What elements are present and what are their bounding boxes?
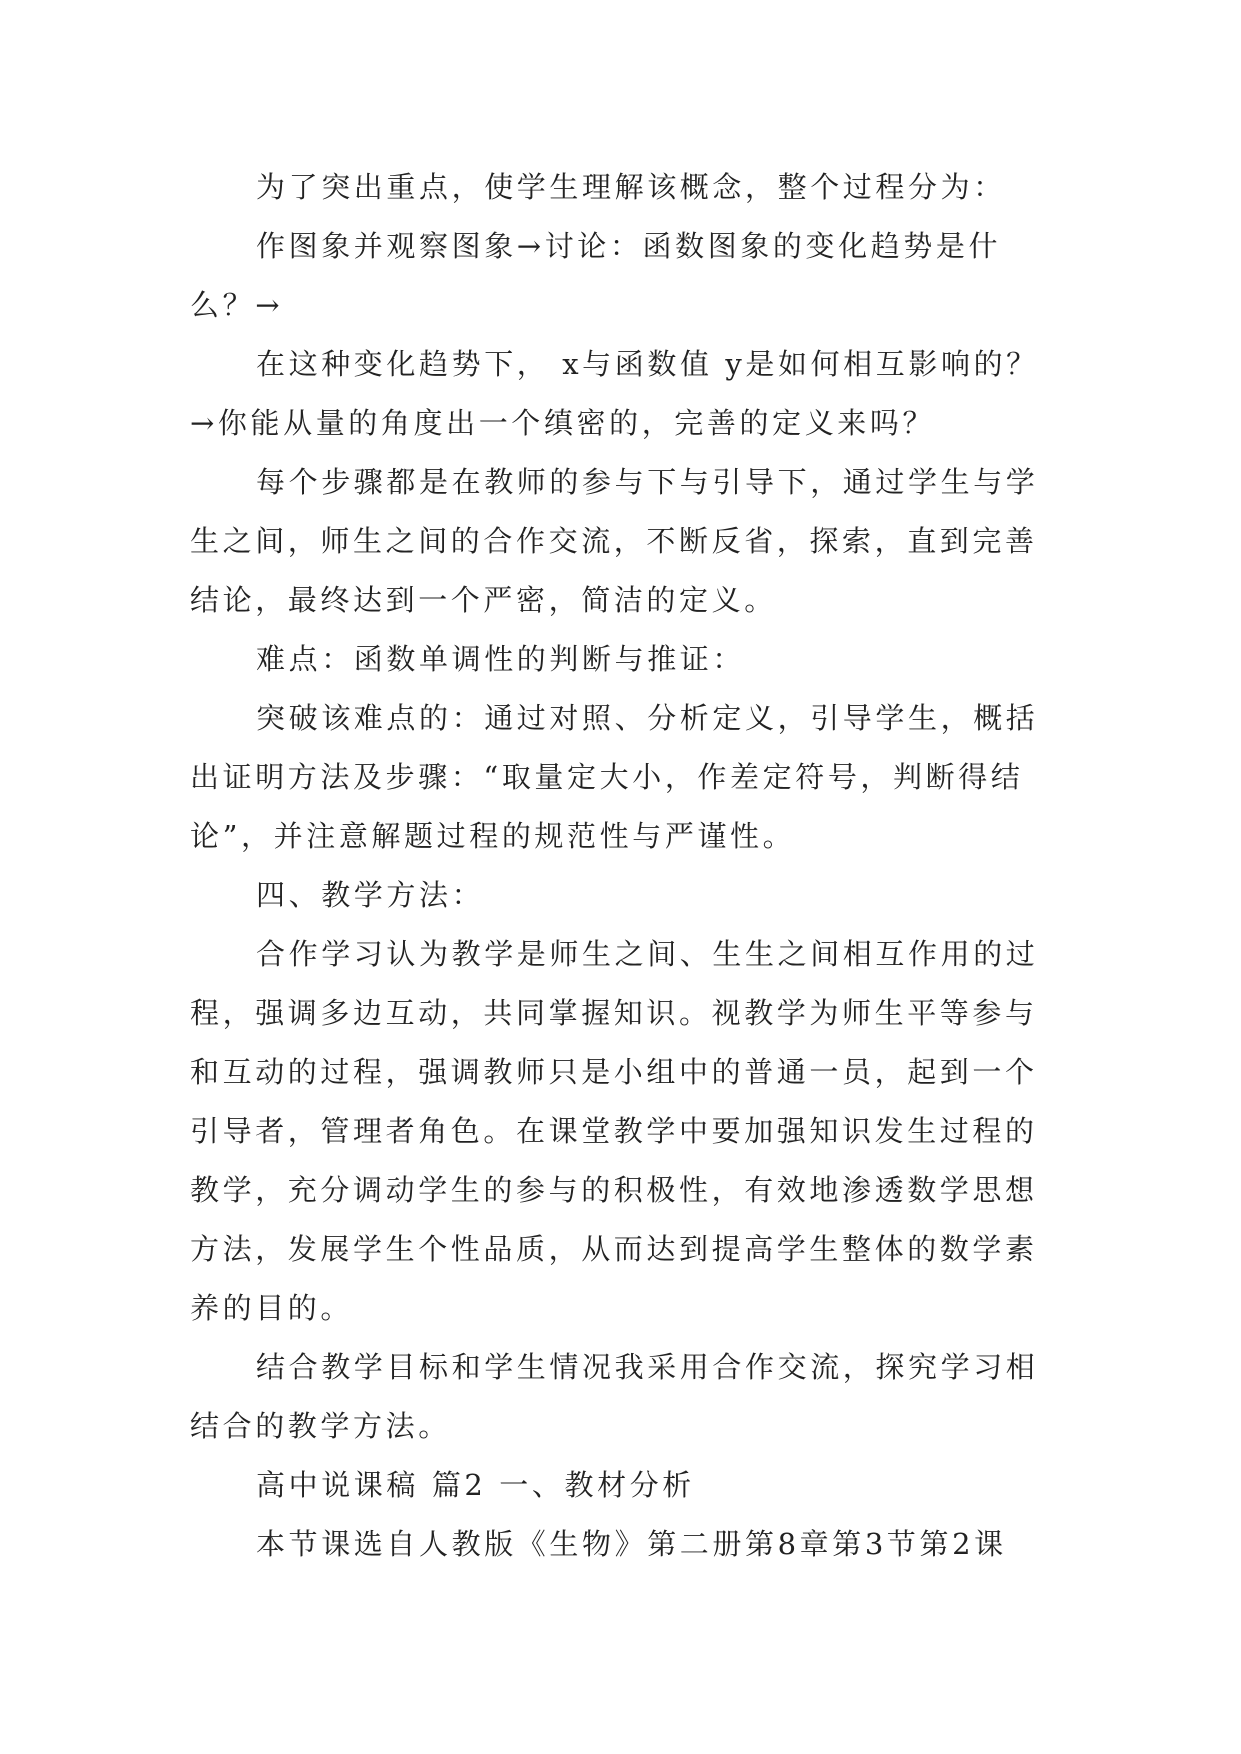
- text-line: 论”，并注意解题过程的规范性与严谨性。: [190, 819, 796, 853]
- text-line: 作图象并观察图象→讨论：函数图象的变化趋势是什: [256, 229, 1002, 263]
- text-line: 每个步骤都是在教师的参与下与引导下，通过学生与学: [256, 465, 1039, 499]
- text-line: 突破该难点的：通过对照、分析定义，引导学生，概括: [256, 701, 1039, 735]
- text-line: 程，强调多边互动，共同掌握知识。视教学为师生平等参与: [190, 996, 1038, 1030]
- text-line: 为了突出重点，使学生理解该概念，整个过程分为：: [256, 170, 1006, 204]
- text-line: 结论，最终达到一个严密，简洁的定义。: [190, 583, 777, 617]
- document-body: [190, 158, 1050, 1574]
- text-line: →你能从量的角度出一个缜密的，完善的定义来吗？: [190, 406, 936, 440]
- text-line: 生之间，师生之间的合作交流，不断反省，探索，直到完善: [190, 524, 1038, 558]
- text-line: 结合教学目标和学生情况我采用合作交流，探究学习相: [256, 1350, 1039, 1384]
- text-line: 方法，发展学生个性品质，从而达到提高学生整体的数学素: [190, 1232, 1038, 1266]
- text-line: 么？→: [190, 288, 284, 322]
- text-line: 结合的教学方法。: [190, 1409, 451, 1443]
- text-line: 养的目的。: [190, 1291, 354, 1325]
- text-line: 合作学习认为教学是师生之间、生生之间相互作用的过: [256, 937, 1039, 971]
- text-line: 难点：函数单调性的判断与推证：: [256, 642, 746, 676]
- text-line: 在这种变化趋势下， x与函数值 y是如何相互影响的？: [256, 347, 1039, 381]
- text-line: 和互动的过程，强调教师只是小组中的普通一员，起到一个: [190, 1055, 1038, 1089]
- text-line: 本节课选自人教版《生物》第二册第8章第3节第2课: [256, 1527, 1007, 1561]
- section-heading: 高中说课稿 篇2 一、教材分析: [256, 1468, 695, 1502]
- text-line: 引导者，管理者角色。在课堂教学中要加强知识发生过程的: [190, 1114, 1038, 1148]
- text-line: 出证明方法及步骤：“取量定大小，作差定符号，判断得结: [190, 760, 1024, 794]
- text-line: 教学，充分调动学生的参与的积极性，有效地渗透数学思想: [190, 1173, 1038, 1207]
- section-heading: 四、教学方法：: [256, 878, 485, 912]
